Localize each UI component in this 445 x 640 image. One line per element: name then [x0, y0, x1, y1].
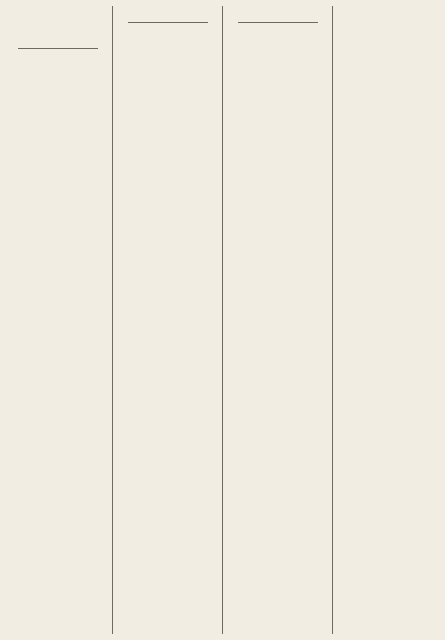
- column-3: [226, 8, 330, 632]
- section-divider: [18, 48, 98, 49]
- section-heading: [226, 47, 330, 55]
- column-rule: [112, 6, 113, 634]
- text-block: [226, 73, 330, 79]
- column-rule: [332, 6, 333, 634]
- column-2: [116, 8, 220, 632]
- text-block: [116, 57, 220, 63]
- column-4: [336, 8, 440, 632]
- section-heading: [116, 31, 220, 39]
- column-1: [6, 8, 110, 632]
- section-heading: [6, 22, 110, 30]
- text-block: [116, 43, 220, 49]
- text-block: [336, 36, 440, 42]
- text-block: [336, 22, 440, 28]
- section-divider: [238, 22, 318, 23]
- section-heading: [6, 57, 110, 65]
- text-block: [6, 34, 110, 40]
- text-block: [336, 8, 440, 14]
- text-block: [116, 8, 220, 14]
- text-block: [6, 8, 110, 14]
- section-heading: [226, 31, 330, 39]
- section-divider: [128, 22, 208, 23]
- text-block: [6, 69, 110, 75]
- column-rule: [222, 6, 223, 634]
- text-block: [226, 8, 330, 14]
- text-block: [226, 59, 330, 65]
